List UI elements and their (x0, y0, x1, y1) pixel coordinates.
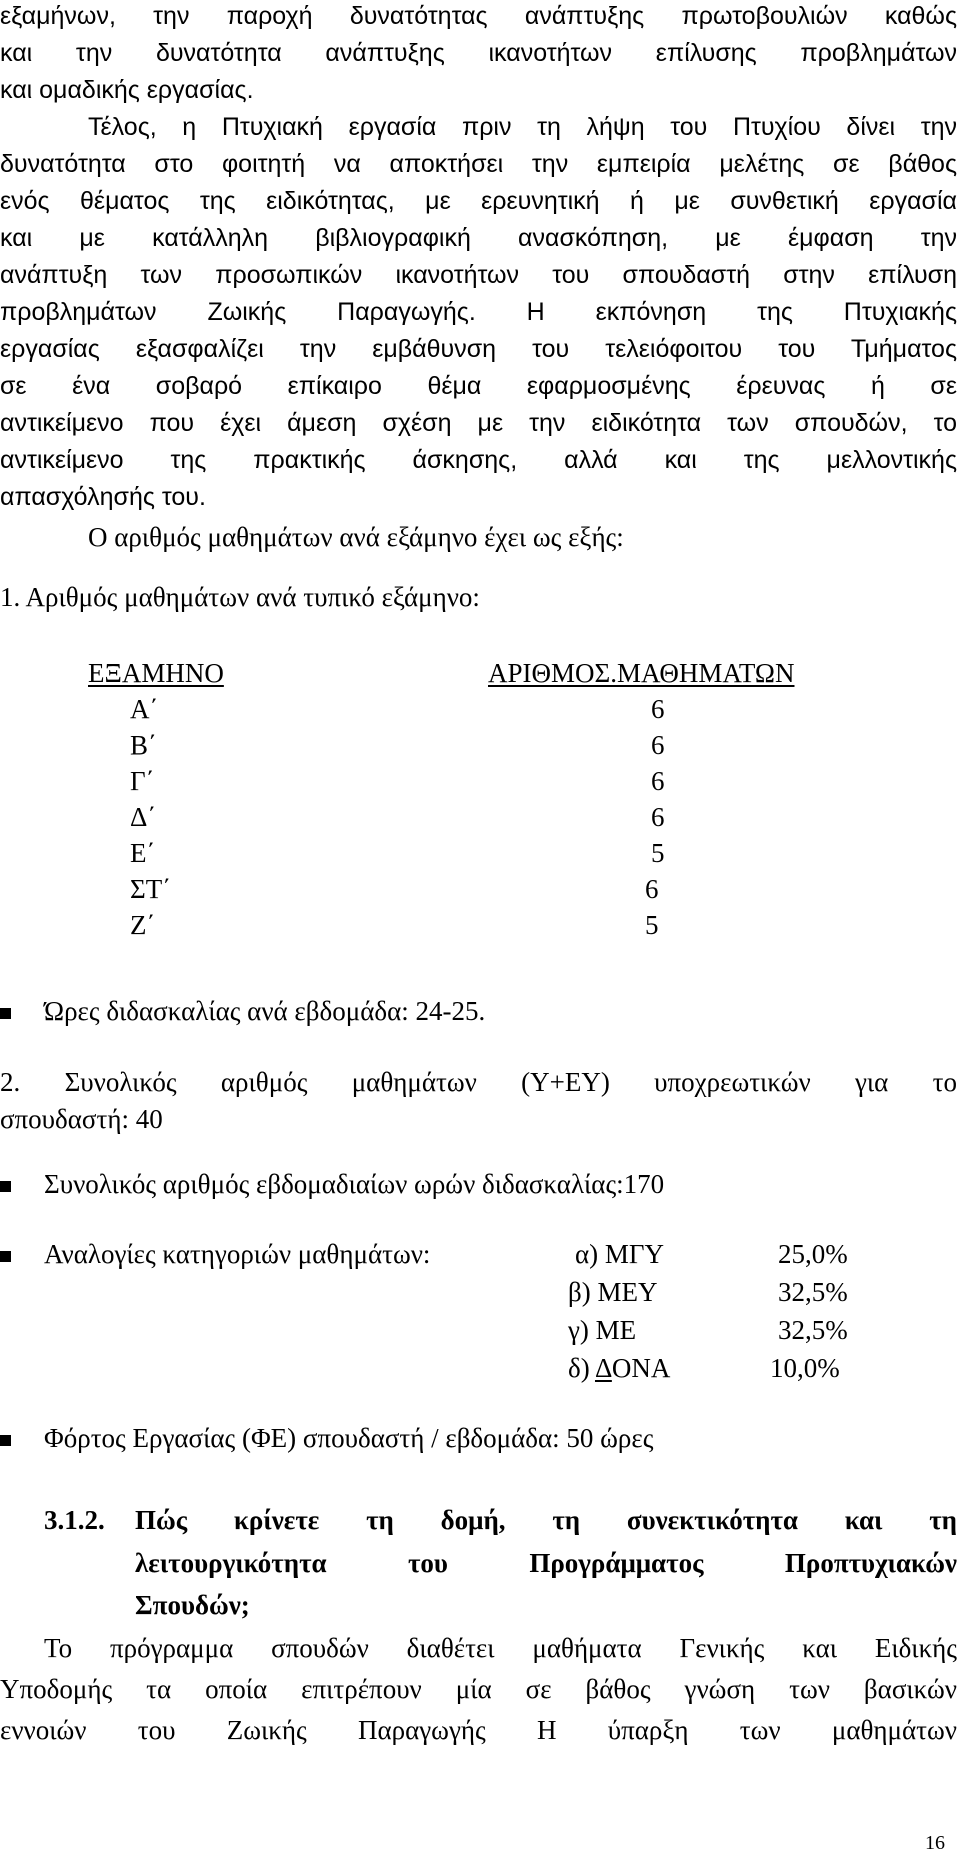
paragraph-line: προβλημάτων Ζωικής Παραγωγής. Η εκπόνηση της Πτυχιακής (0, 298, 957, 326)
semester-cell: ΣΤ΄ (130, 874, 172, 904)
paragraph-line: και την δυνατότητα ανάπτυξης ικανοτήτων επίλυσης προβλημάτων (0, 39, 957, 67)
paragraph-line: και ομαδικής εργασίας. (0, 76, 254, 104)
bullet-icon (0, 1435, 11, 1446)
semester-cell: Β΄ (130, 730, 157, 760)
ratio-category: α) ΜΓΥ (575, 1239, 665, 1269)
ratio-category (568, 1353, 670, 1384)
semester-cell: Ζ΄ (130, 910, 156, 940)
paragraph-line: σε ένα σοβαρό επίκαιρο θέμα εφαρμοσμένης έρευνας ή σε (0, 372, 957, 400)
paragraph-line: ενός θέματος της ειδικότητας, με ερευνητική ή με συνθετική εργασία (0, 187, 957, 215)
section-number: 3.1.2. (44, 1505, 105, 1535)
paragraph-line: αντικείμενο που έχει άμεση σχέση με την ειδικότητα των σπουδών, το (0, 409, 957, 437)
ratio-category-rest: ΟΝΑ (611, 1353, 671, 1383)
item2-line: σπουδαστή: 40 (0, 1104, 163, 1134)
ratio-percent: 25,0% (778, 1239, 848, 1269)
section-title-line: Πώς κρίνετε τη δομή, τη συνεκτικότητα και τη (135, 1505, 957, 1535)
semester-cell: Α΄ (130, 694, 159, 724)
paragraph-line: εξαμήνων, την παροχή δυνατότητας ανάπτυξης πρωτοβουλιών καθώς (0, 2, 957, 30)
section-title-line: λειτουργικότητα του Προγράμματος Προπτυχιακών (135, 1548, 957, 1578)
paragraph-line: δυνατότητα στο φοιτητή να αποκτήσει την εμπειρία μελέτης σε βάθος (0, 150, 957, 178)
count-cell: 6 (651, 766, 665, 796)
course-count-column-header: ΑΡΙΘΜΟΣ.ΜΑΘΗΜΑΤΩΝ (488, 658, 795, 688)
paragraph-line: αντικείμενο της πρακτικής άσκησης, αλλά και της μελλοντικής (0, 446, 957, 474)
paragraph-line: εργασίας εξασφαλίζει την εμβάθυνση του τελειόφοιτου του Τμήματος (0, 335, 957, 363)
ratios-label: Αναλογίες κατηγοριών μαθημάτων: (44, 1239, 431, 1269)
ratio-category-underlined: Δ (594, 1353, 612, 1383)
count-cell: 6 (651, 730, 665, 760)
bullet-icon (0, 1181, 11, 1192)
count-cell: 5 (651, 838, 665, 868)
paragraph-line: ανάπτυξη των προσωπικών ικανοτήτων του σπουδαστή στην επίλυση (0, 261, 957, 289)
ratio-percent: 32,5% (778, 1315, 848, 1345)
section-title-line: Σπουδών; (135, 1590, 250, 1620)
count-cell: 6 (651, 694, 665, 724)
count-cell: 6 (645, 874, 659, 904)
paragraph-line: Το πρόγραμμα σπουδών διαθέτει μαθήματα Γενικής και Ειδικής (44, 1633, 957, 1663)
paragraph-line: Τέλος, η Πτυχιακή εργασία πριν τη λήψη του Πτυχίου δίνει την (88, 113, 957, 141)
weekly-hours-text: Ώρες διδασκαλίας ανά εβδομάδα: 24-25. (44, 996, 486, 1026)
workload-text: Φόρτος Εργασίας (ΦΕ) σπουδαστή / εβδομάδα: 50 ώρες (44, 1423, 654, 1453)
ratio-percent: 32,5% (778, 1277, 848, 1307)
semester-cell: Δ΄ (130, 802, 157, 832)
ratio-category-prefix: δ) (568, 1353, 595, 1383)
bullet-icon (0, 1251, 11, 1262)
semester-cell: Γ΄ (130, 766, 155, 796)
paragraph-line: Υποδομής τα οποία επιτρέπουν μία σε βάθος γνώση των βασικών (0, 1674, 957, 1704)
ratio-category: β) ΜΕΥ (568, 1277, 658, 1307)
semester-cell: Ε΄ (130, 838, 156, 868)
item1-heading: 1. Αριθμός μαθημάτων ανά τυπικό εξάμηνο: (0, 582, 480, 612)
item2-line: 2. Συνολικός αριθμός μαθημάτων (Υ+ΕΥ) υποχρεωτικών για το (0, 1067, 957, 1097)
paragraph-line: απασχόλησής του. (0, 483, 206, 511)
ratio-category: γ) ΜΕ (568, 1315, 637, 1345)
paragraph-line: και με κατάλληλη βιβλιογραφική ανασκόπηση, με έμφαση την (0, 224, 957, 252)
total-weekly-hours-text: Συνολικός αριθμός εβδομαδιαίων ωρών διδασκαλίας:170 (44, 1169, 665, 1199)
paragraph-line: εννοιών του Ζωικής Παραγωγής Η ύπαρξη των μαθημάτων (0, 1715, 957, 1745)
ratio-percent: 10,0% (770, 1353, 840, 1383)
intro-line: Ο αριθμός μαθημάτων ανά εξάμηνο έχει ως εξής: (88, 522, 624, 552)
count-cell: 5 (645, 910, 659, 940)
count-cell: 6 (651, 802, 665, 832)
bullet-icon (0, 1008, 11, 1019)
page-number: 16 (925, 1832, 945, 1854)
semester-column-header: ΕΞΑΜΗΝΟ (88, 658, 224, 688)
